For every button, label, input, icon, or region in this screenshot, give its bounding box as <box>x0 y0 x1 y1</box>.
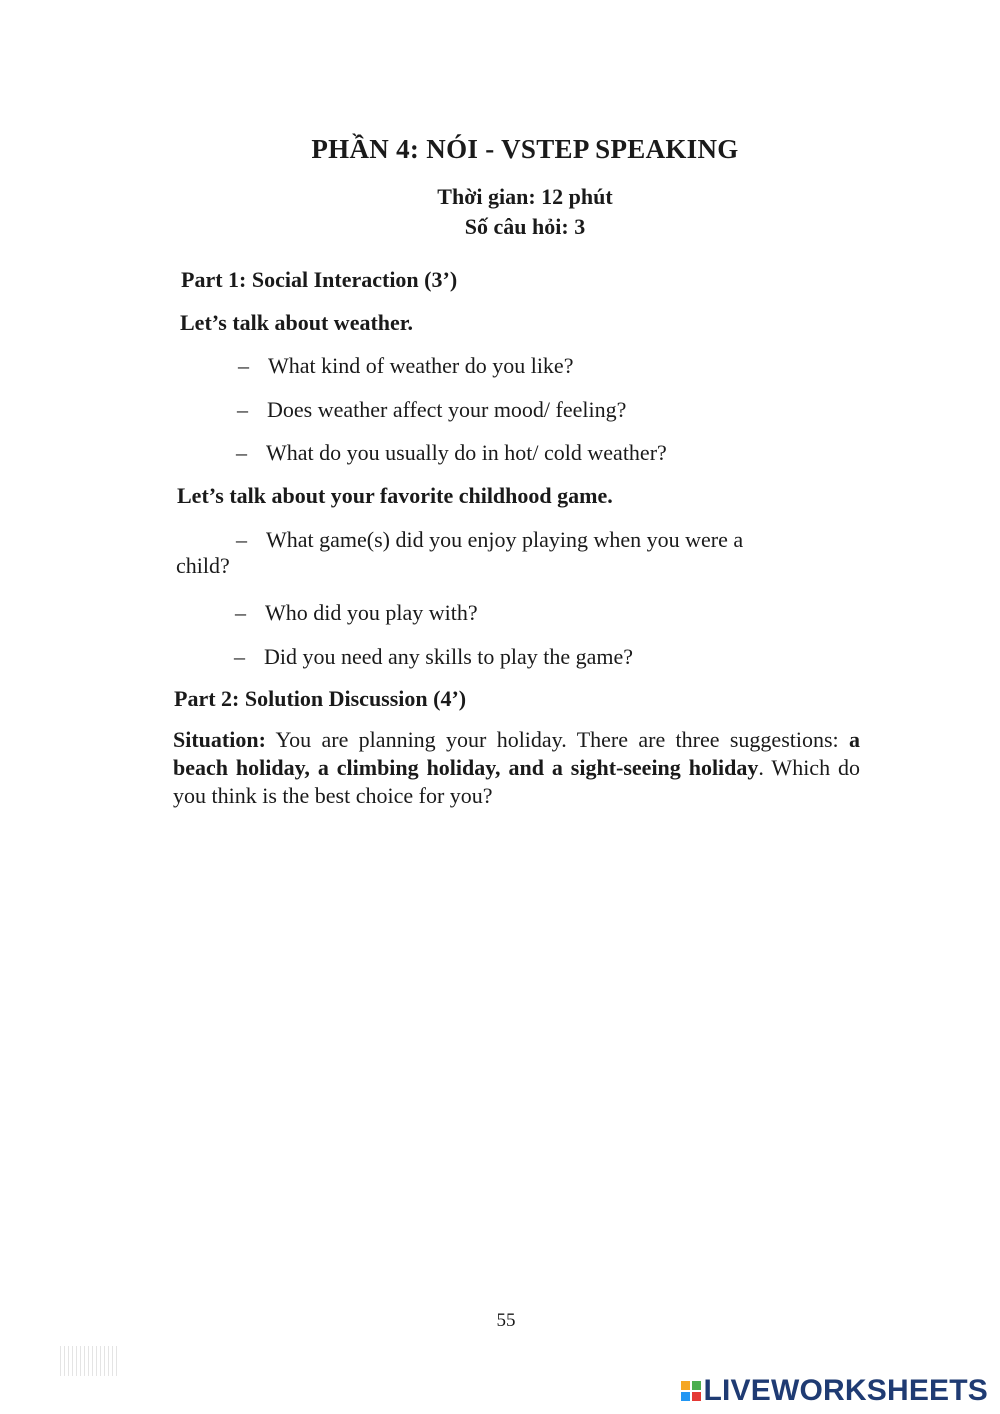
page-title: PHẦN 4: NÓI - VSTEP SPEAKING <box>311 134 739 164</box>
situation-label: Situation: <box>173 727 266 752</box>
question-text: What do you usually do in hot/ cold weather? <box>266 440 667 465</box>
list-item <box>236 440 667 466</box>
dash-bullet: – <box>237 397 248 422</box>
topic-game-heading: Let’s talk about your favorite childhood game. <box>177 483 613 508</box>
list-item <box>235 600 478 626</box>
question-text: Who did you play with? <box>265 600 478 625</box>
logo-text: LIVEWORKSHEETS <box>703 1374 988 1407</box>
scan-artifact <box>60 1346 120 1376</box>
topic-weather-heading: Let’s talk about weather. <box>180 310 414 335</box>
dash-bullet: – <box>236 527 247 552</box>
dash-bullet: – <box>236 440 247 465</box>
question-text: Did you need any skills to play the game? <box>264 644 634 669</box>
situation-text: You are planning your holiday. There are three suggestions: <box>265 727 849 752</box>
part1-heading: Part 1: Social Interaction (3’) <box>181 267 458 292</box>
dash-bullet: – <box>238 353 249 378</box>
question-count: Số câu hỏi: 3 <box>464 214 586 239</box>
page-number: 55 <box>496 1310 516 1331</box>
dash-bullet: – <box>235 600 246 625</box>
time-info: Thời gian: 12 phút <box>437 184 613 209</box>
list-item <box>237 397 626 423</box>
question-text: What game(s) did you enjoy playing when you were a <box>266 527 744 552</box>
liveworksheets-logo <box>681 1374 989 1408</box>
situation-question: . Which do you think is the best choice for you? <box>173 755 860 808</box>
question-text: What kind of weather do you like? <box>268 353 574 378</box>
list-item <box>238 353 573 379</box>
list-item <box>236 527 743 553</box>
situation-options: a beach holiday, a climbing holiday, and a sight-seeing holiday <box>173 727 860 780</box>
question-text: Does weather affect your mood/ feeling? <box>267 397 627 422</box>
situation-paragraph <box>173 726 860 810</box>
list-item <box>234 644 633 670</box>
dash-bullet: – <box>234 644 245 669</box>
logo-grid-icon <box>681 1381 701 1401</box>
part2-heading: Part 2: Solution Discussion (4’) <box>174 686 467 711</box>
question-continuation: child? <box>176 553 230 578</box>
